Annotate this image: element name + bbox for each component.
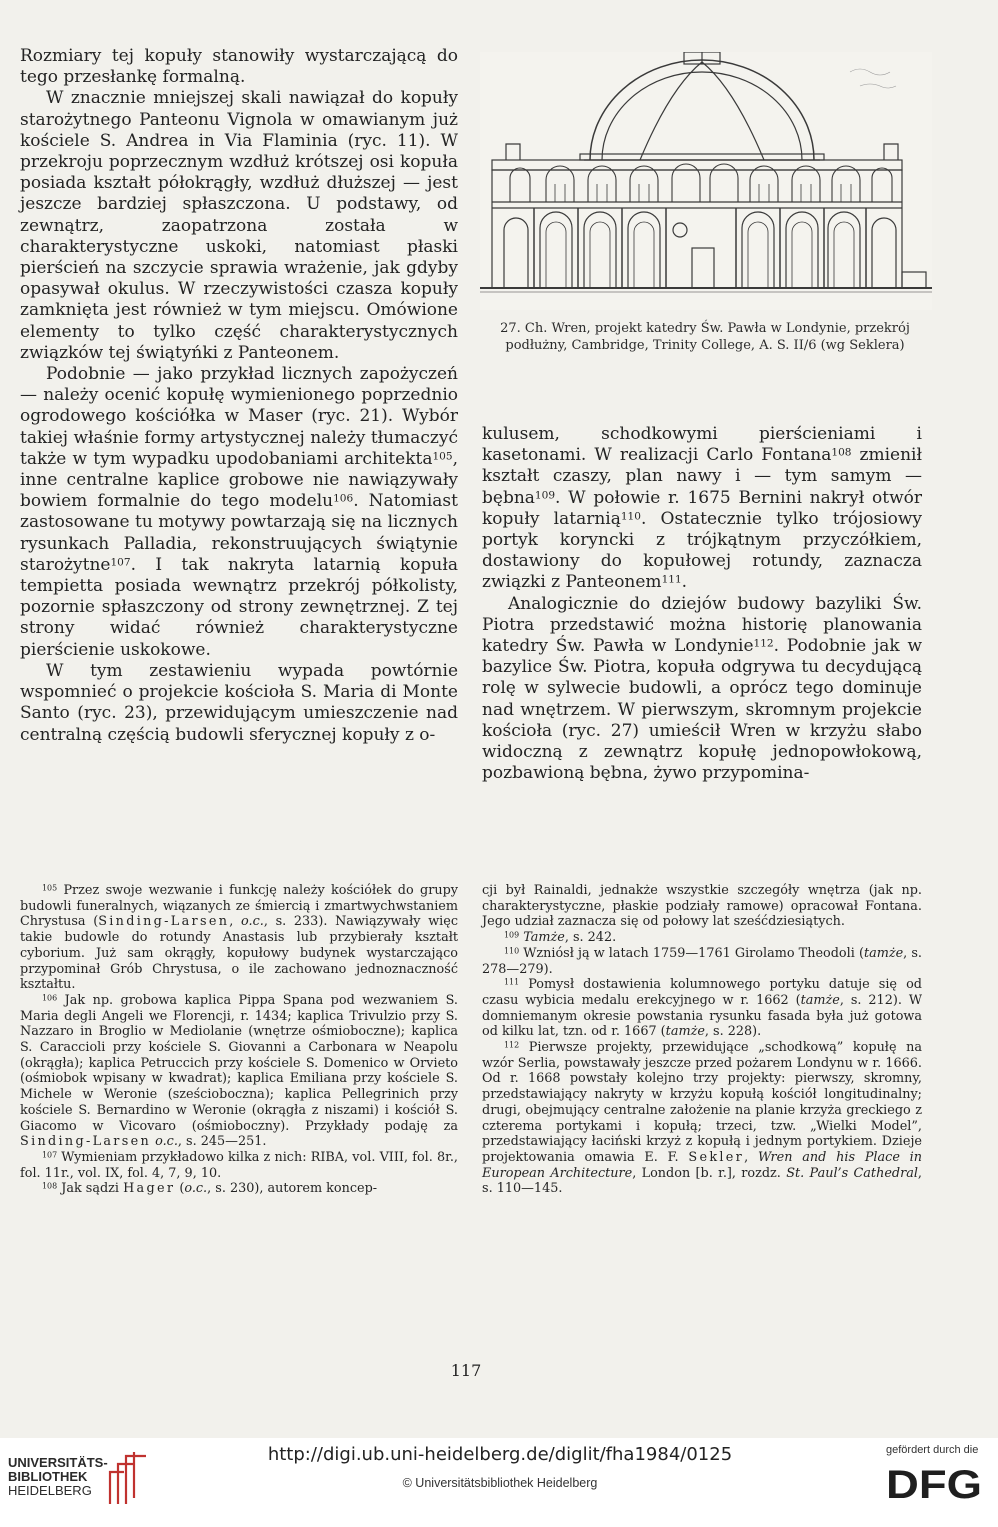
- footnote: [20, 883, 458, 993]
- text-span: . W połowie r. 1675 Bernini nakrył otwór kopuły latarnią: [482, 487, 922, 529]
- paragraph: W znacznie mniejszej skali nawiązał do kopuły starożytnego Panteonu Vignola w omawianym już kościele S. Andrea in Via Flaminia (ryc. 11). W przekroju poprzecznym wzdłuż krótszej osi kopuła posiada kształt półokrągły, wzdłuż dłuższej — jest jeszcze bardziej spłaszczona. U podstawy, od zewnątrz, zaopatrzona została w charakterystyczne uskoki, natomiast płaski pierścień na szczycie sprawia wrażenie, jak gdyby opasywał okulus. W rzeczywistości czasza kopuły zamknięta jest również w tym miejscu. Omówione elementy to tylko część charakterystycznych związków tej świątyńki z Panteonem.: [20, 88, 458, 363]
- right-text-column: [482, 424, 922, 784]
- permalink-url[interactable]: http://digi.ub.uni-heidelberg.de/diglit/fha1984/0125: [267, 1444, 733, 1465]
- author-name: Sinding-Larsen: [20, 1134, 152, 1150]
- text-span: , s. 233). Nawiązywały więc takie budowle do rotundy Anastasis lub przybierały kształt cyborium. Już sam okrągły, kopułowy budynek wystarczająco przypominał Grób Chrystusa, o ile zachowano jednoznaczność kształtu.: [20, 914, 458, 993]
- author-name: Sekler: [688, 1149, 745, 1165]
- footnote: [482, 930, 922, 946]
- dfg-logo-text: DFG: [886, 1463, 982, 1502]
- text-span: (: [175, 1181, 185, 1197]
- footnote-ref[interactable]: 108: [831, 446, 852, 459]
- footnote-ref[interactable]: 110: [620, 510, 641, 523]
- figure-caption: 27. Ch. Wren, projekt katedry Św. Pawła w Londynie, przekrój podłużny, Cambridge, Trinity College, A. S. II/6 (wg Seklera): [500, 321, 910, 353]
- footnote-number: 110: [504, 946, 520, 956]
- footnote-number: 112: [504, 1040, 520, 1050]
- paragraph: [482, 594, 922, 785]
- text-span: tamże: [863, 945, 904, 961]
- text-span: , s. 278—279).: [482, 945, 922, 977]
- footnote-ref[interactable]: 111: [661, 573, 682, 586]
- text-span: Podobnie — jako przykład licznych zapożyczeń — należy ocenić kopułę wymienionego poprzednio ogrodowego kościółka w Maser (ryc. 21). Wybór takiej właśnie formy artystycznej należy tłumaczyć także w tym wypadku upodobaniami architekta: [20, 364, 458, 469]
- footnote-number: 111: [504, 977, 520, 987]
- paragraph: W tym zestawieniu wypada powtórnie wspomnieć o projekcie kościoła S. Maria di Monte Santo (ryc. 23), przewidującym umieszczenie nad centralną częścią budowli sferycznej kopuły z o-: [20, 660, 458, 745]
- text-span: , s. 230), autorem koncep-: [207, 1181, 378, 1197]
- library-line: HEIDELBERG: [8, 1483, 92, 1498]
- text-span: Analogicznie do dziejów budowy bazyliki Św. Piotra przedstawić można historię planowania katedry Św. Pawła w Londynie: [482, 593, 922, 657]
- author-name: Sinding-Larsen: [98, 914, 230, 930]
- footnote-number: 106: [42, 993, 58, 1003]
- paragraph: [482, 424, 922, 594]
- text-span: Wymieniam przykładowo kilka z nich: RIBA, vol. VIII, fol. 8r., fol. 11r., vol. IX, fol. 4, 7, 9, 10.: [20, 1149, 458, 1181]
- text-span: . I tak nakryta latarnią kopuła tempietta posiada wewnątrz przekrój półkolisty, pozornie spłaszczony od strony zewnętrznej. Z tej strony widać również charakterystyczne pierścienie uskokowe.: [20, 554, 458, 660]
- funded-by-label: gefördert durch die: [886, 1444, 979, 1456]
- left-text-column: [20, 46, 458, 746]
- footnote-ref[interactable]: 109: [534, 488, 556, 501]
- footnote: [482, 946, 922, 977]
- text-span: , s. 228).: [704, 1024, 762, 1040]
- library-line: BIBLIOTHEK: [8, 1469, 88, 1484]
- library-name[interactable]: [8, 1456, 108, 1498]
- footnote-ref[interactable]: 112: [753, 637, 774, 650]
- text-span: St. Paul’s Cathedral: [786, 1165, 918, 1181]
- text-span: . Natomiast zastosowane tu motywy powtarzają się na licznych rysunkach Palladia, rekonstruujących świątynie starożytne: [20, 491, 458, 575]
- footnote: [482, 1040, 922, 1197]
- text-span: , s. 242.: [564, 930, 617, 946]
- footnote: [20, 1150, 458, 1181]
- text-span: ,: [229, 914, 242, 930]
- text-span: Tamże: [523, 930, 565, 946]
- text-span: zmienił kształt czaszy, plan nawy i — tym samym — bębna: [482, 445, 922, 508]
- library-line: UNIVERSITÄTS-: [8, 1455, 108, 1470]
- text-span: tamże: [665, 1024, 705, 1040]
- text-span: Pierwsze projekty, przewidujące „schodkową” kopułę na wzór Serlia, powstawały jeszcze przed pożarem Londynu w r. 1666. Od r. 1668 powstały kolejno trzy projekty: pierwszy, skromny, przedstawiający nakryty w krzyżu kopułą kościół longitudinalny; drugi, obejmujący centralne założenie na planie krzyża greckiego z czterema portykami i kopułą; trzeci, tzw. „Wielki Model”, przedstawiający łaciński krzyż z kopułą i jednym portykiem. Dzieje projektowania omawia E. F.: [482, 1040, 922, 1165]
- text-span: Jak sądzi: [57, 1181, 124, 1197]
- footnote: [20, 993, 458, 1150]
- text-span: . Podobnie jak w bazylice Św. Piotra, kopuła odgrywa tu decydującą rolę w sylwecie budowli, a oprócz tego dominuje nad wnętrzem. W pierwszym, skromnym projekcie kościoła (ryc. 27) umieścił Wren w krzyżu słabo widoczną z zewnątrz kopułę jednopowłokową, pozbawioną bębna, żywo przypomina-: [482, 636, 923, 784]
- footnote-number: 105: [42, 883, 58, 893]
- text-span: . Ostatecznie tylko trójosiowy portyk koryncki z trójkątnym przyczółkiem, dostawiony do kopułowej rotundy, zaznacza związki z Panteonem: [482, 508, 923, 593]
- text-span: kulusem, schodkowymi pierścieniami i kasetonami. W realizacji Carlo Fontana: [482, 424, 922, 466]
- dfg-logo[interactable]: [884, 1462, 984, 1502]
- text-span: , s. 212). W domniemanym okresie powstania rysunku fasada była już gotowa od kilku lat, tzn. od r. 1667 (: [482, 992, 922, 1040]
- footnote-number: 109: [504, 930, 520, 940]
- text-span: , s. 110—145.: [482, 1165, 922, 1197]
- text-span: Wren and his Place in European Architecture: [482, 1149, 923, 1181]
- library-logo-icon: [106, 1448, 152, 1506]
- footnote-ref[interactable]: 107: [110, 556, 131, 569]
- text-span: ,: [744, 1149, 758, 1165]
- text-span: , London [b. r.], rozdz.: [632, 1165, 787, 1181]
- text-span: , s. 245—251.: [177, 1134, 267, 1150]
- copyright-notice: © Universitätsbibliothek Heidelberg: [402, 1476, 598, 1490]
- paragraph: Rozmiary tej kopuły stanowiły wystarczającą do tego przesłankę formalną.: [20, 46, 458, 88]
- footnote: cji był Rainaldi, jednakże wszystkie szczegóły wnętrza (jak np. charakterystyczne, płaskie podziały ramowe) opracował Fontana. Jego udział zaznacza się od połowy lat sześćdziesiątych.: [482, 883, 922, 930]
- text-span: o.c.: [241, 914, 264, 930]
- author-name: Hager: [123, 1181, 176, 1197]
- footnote-ref[interactable]: 105: [432, 450, 453, 463]
- text-span: tamże: [800, 992, 840, 1008]
- cathedral-section-drawing: [480, 52, 932, 310]
- footnote-number: 107: [42, 1150, 58, 1160]
- text-span: o.c.: [184, 1181, 208, 1197]
- text-span: o.c.: [155, 1134, 178, 1150]
- footnotes-left: [20, 883, 458, 1197]
- footer-bar: [0, 1438, 998, 1527]
- footnote: [20, 1181, 458, 1197]
- page-number: 117: [450, 1361, 482, 1380]
- text-span: .: [681, 572, 688, 593]
- text-span: Przez swoje wezwanie i funkcję należy kościółek do grupy budowli funeralnych, wiązanych ze śmiercią i zmartwychwstaniem Chrystusa (: [20, 883, 458, 930]
- footnote-number: 108: [42, 1181, 58, 1191]
- text-span: Wzniósł ją w latach 1759—1761 Girolamo Theodoli (: [519, 945, 864, 961]
- footnote: [482, 977, 922, 1040]
- text-span: Jak np. grobowa kaplica Pippa Spana pod wezwaniem S. Maria degli Angeli we Florencji, r. 1434; kaplica Trivulzio przy S. Nazzaro in Broglio w Mediolanie (wnętrze ośmioboczne); kaplica S. Caraccioli przy kościele S. Giovanni a Carbonara w Neapolu (okrągła); kaplica Petruccich przy kościele S. Domenico w Orvieto (ośmiobok wpisany w kwadrat); kaplica Emiliana przy kościele S. Michele w Weronie (sześcioboczna); kaplica Pellegrinich przy kościele S. Bernardino w Weronie (okrągła z niszami) i kościół S. Giacomo w Vicovaro (ośmioboczny). Przykłady podaję za: [20, 992, 458, 1134]
- footnote-ref[interactable]: 106: [333, 492, 354, 505]
- text-span: Pomysł dostawienia kolumnowego portyku datuje się od czasu wybicia medalu erekcyjnego w r. 1662 (: [482, 977, 922, 1008]
- paragraph: [20, 364, 458, 661]
- text-span: , inne centralne kaplice grobowe nie nawiązywały bowiem formalnie do tego modelu: [20, 448, 458, 512]
- footnotes-right: [482, 883, 922, 1197]
